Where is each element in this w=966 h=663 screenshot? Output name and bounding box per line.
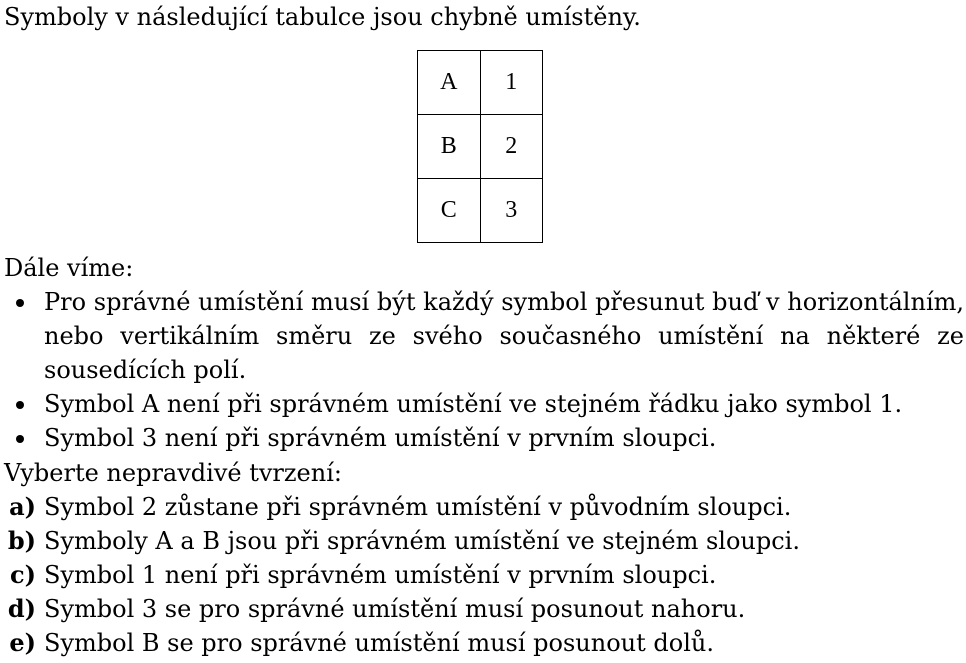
option-b[interactable] bbox=[4, 524, 800, 558]
table-row bbox=[418, 115, 543, 179]
option-text: Symbol B se pro správné umístění musí posunout dolů. bbox=[44, 629, 714, 657]
table-cell: 2 bbox=[480, 115, 542, 179]
facts-heading: Dále víme: bbox=[4, 254, 134, 282]
fact-text: Symbol A není při správném umístění ve stejném řádku jako symbol 1. bbox=[44, 390, 903, 418]
option-d[interactable] bbox=[4, 592, 800, 626]
option-e[interactable] bbox=[4, 626, 800, 660]
table-row bbox=[418, 179, 543, 243]
table-cell: 1 bbox=[480, 51, 542, 115]
option-mark: a) bbox=[9, 492, 36, 521]
table-cell: A bbox=[418, 51, 481, 115]
table-cell: B bbox=[418, 115, 481, 179]
question-text: Vyberte nepravdivé tvrzení: bbox=[4, 459, 342, 487]
option-a[interactable] bbox=[4, 490, 800, 524]
list-item bbox=[4, 421, 964, 455]
option-text: Symboly A a B jsou při správném umístění ve stejném sloupci. bbox=[44, 527, 800, 555]
list-item bbox=[4, 387, 964, 421]
table-cell: 3 bbox=[480, 179, 542, 243]
option-text: Symbol 1 není při správném umístění v prvním sloupci. bbox=[44, 561, 717, 589]
option-text: Symbol 3 se pro správné umístění musí posunout nahoru. bbox=[44, 595, 746, 623]
table-cell: C bbox=[418, 179, 481, 243]
fact-text: Symbol 3 není při správném umístění v prvním sloupci. bbox=[44, 424, 717, 452]
option-text: Symbol 2 zůstane při správném umístění v původním sloupci. bbox=[44, 493, 792, 521]
option-mark: e) bbox=[9, 628, 36, 657]
intro-text: Symboly v následující tabulce jsou chybně umístěny. bbox=[4, 3, 641, 31]
bullet-icon bbox=[16, 401, 24, 409]
table-row bbox=[418, 51, 543, 115]
option-c[interactable] bbox=[4, 558, 800, 592]
facts-list bbox=[4, 285, 964, 455]
bullet-icon bbox=[16, 435, 24, 443]
option-mark: b) bbox=[7, 526, 36, 555]
option-mark: c) bbox=[10, 560, 36, 589]
fact-text: Pro správné umístění musí být každý symbol přesunut buď v horizontálním, nebo vertikálním směru ze svého současného umístění na některé ze sousedících polí. bbox=[44, 288, 964, 384]
list-item bbox=[4, 285, 964, 387]
bullet-icon bbox=[16, 299, 24, 307]
answer-options bbox=[4, 490, 800, 660]
symbol-table bbox=[417, 50, 543, 243]
option-mark: d) bbox=[7, 594, 36, 623]
